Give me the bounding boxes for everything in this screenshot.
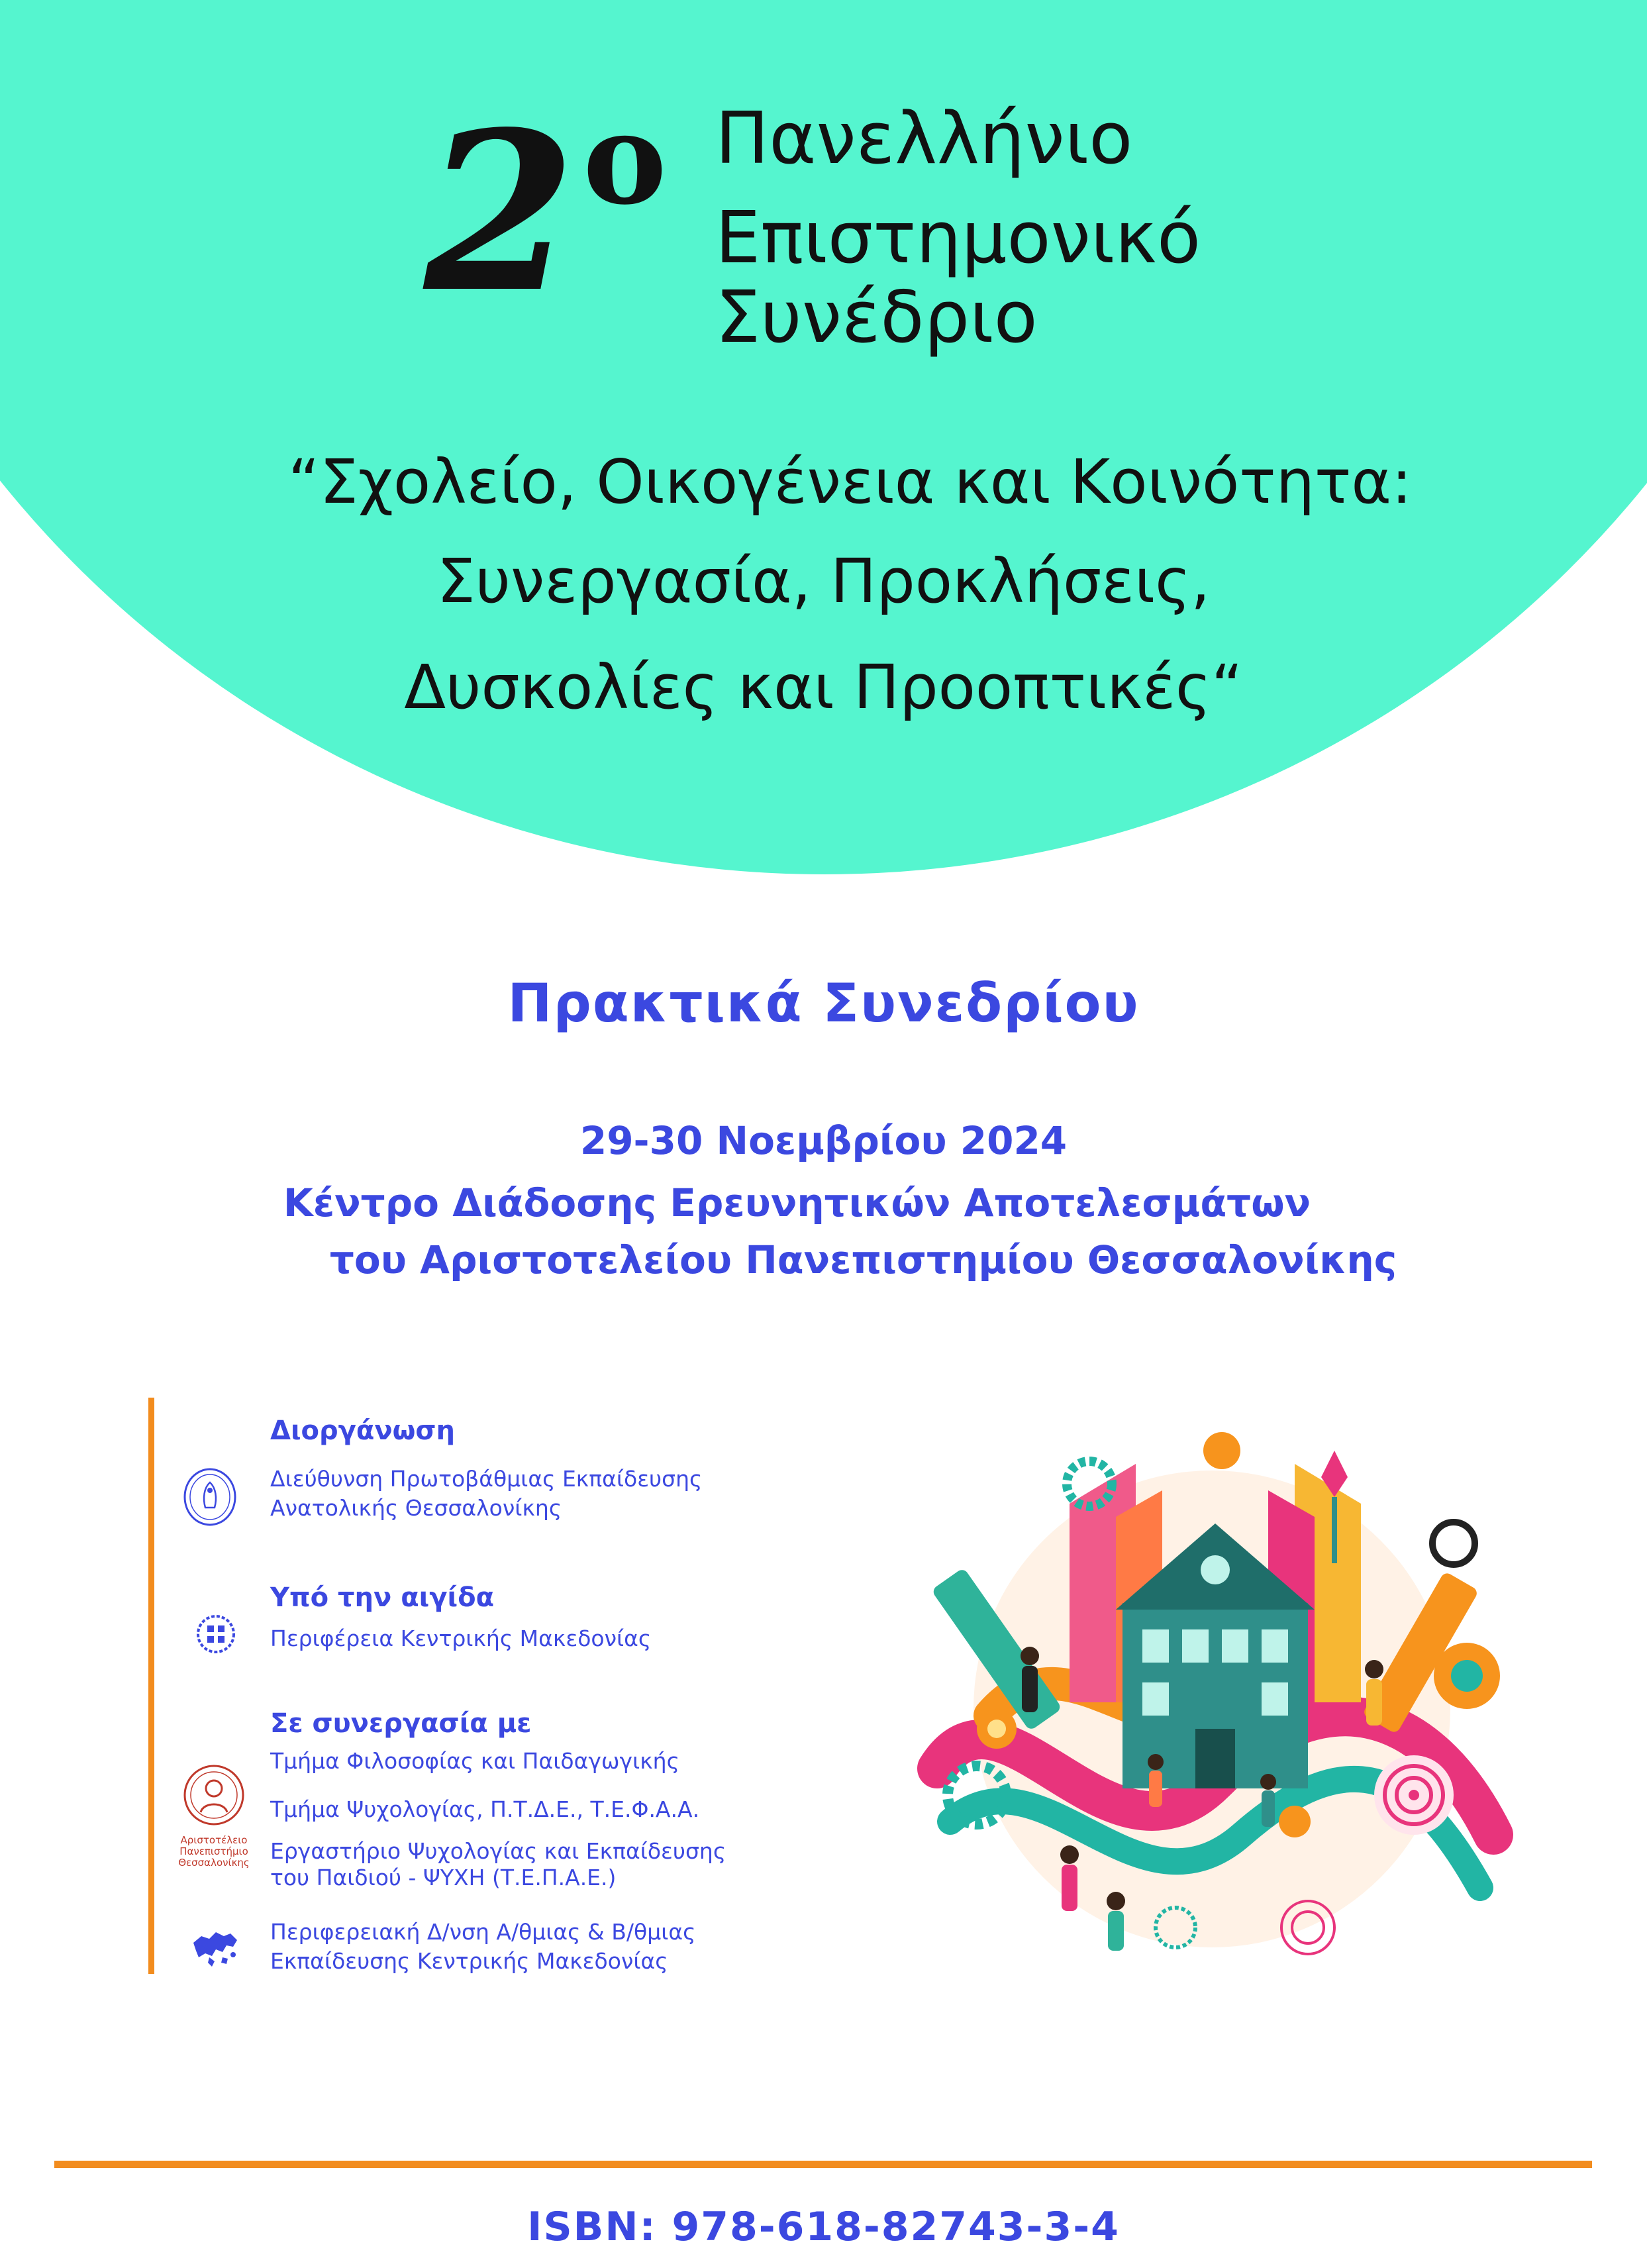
- edition-number: 2: [424, 83, 574, 340]
- footer-divider: [54, 2161, 1592, 2168]
- title-line-1: Πανελλήνιο: [715, 97, 1133, 180]
- event-venue-line-1: Κέντρο Διάδοσης Ερευνητικών Αποτελεσμάτων: [283, 1180, 1311, 1225]
- collaboration-heading: Σε συνεργασία με: [270, 1708, 532, 1739]
- subtitle-line-3: Δυσκολίες και Προοπτικές“: [404, 652, 1243, 723]
- collaboration-line-3: Εργαστήριο Ψυχολογίας και Εκπαίδευσης: [270, 1838, 726, 1864]
- aristotle-university-seal-icon: [182, 1762, 246, 1828]
- auth-caption-line-3: Θεσσαλονίκης: [178, 1857, 250, 1869]
- school-community-illustration: [897, 1424, 1526, 1967]
- organization-line-1: Διεύθυνση Πρωτοβάθμιας Εκπαίδευσης: [270, 1466, 703, 1492]
- auth-caption-line-2: Πανεπιστήμιο: [179, 1845, 248, 1857]
- regional-line-1: Περιφερειακή Δ/νση Α/θμιας & Β/θμιας: [270, 1919, 696, 1945]
- isbn-number: ISBN: 978-618-82743-3-4: [527, 2204, 1120, 2250]
- macedonia-map-icon: [189, 1924, 242, 1971]
- edition-superscript: ο: [583, 85, 667, 232]
- auth-caption-line-1: Αριστοτέλειο: [180, 1834, 248, 1846]
- collaboration-line-2: Τμήμα Ψυχολογίας, Π.Τ.Δ.Ε., Τ.Ε.Φ.Α.Α.: [270, 1796, 700, 1822]
- collaboration-line-4: του Παιδιού - ΨΥΧΗ (Τ.Ε.Π.Α.Ε.): [270, 1865, 617, 1890]
- auspices-line-1: Περιφέρεια Κεντρικής Μακεδονίας: [270, 1625, 652, 1651]
- subtitle-line-1: “Σχολείο, Οικογένεια και Κοινότητα:: [287, 446, 1413, 517]
- event-dates: 29-30 Νοεμβρίου 2024: [579, 1118, 1068, 1163]
- title-line-3: Συνέδριο: [715, 276, 1038, 359]
- organizers-divider: [148, 1398, 154, 1974]
- circular-seal-icon: [180, 1464, 240, 1530]
- title-line-2: Επιστημονικό: [715, 197, 1201, 280]
- organization-heading: Διοργάνωση: [270, 1416, 456, 1446]
- auspices-heading: Υπό την αιγίδα: [270, 1582, 495, 1613]
- proceedings-title: Πρακτικά Συνεδρίου: [507, 972, 1140, 1034]
- greek-emblem-icon: [196, 1614, 236, 1654]
- organization-line-2: Ανατολικής Θεσσαλονίκης: [270, 1495, 562, 1521]
- regional-line-2: Εκπαίδευσης Κεντρικής Μακεδονίας: [270, 1948, 668, 1974]
- event-venue-line-2: του Αριστοτελείου Πανεπιστημίου Θεσσαλονίκης: [329, 1237, 1397, 1282]
- subtitle-line-2: Συνεργασία, Προκλήσεις,: [436, 546, 1211, 617]
- auth-logo-caption: [171, 1835, 257, 1869]
- collaboration-line-1: Τμήμα Φιλοσοφίας και Παιδαγωγικής: [270, 1748, 679, 1774]
